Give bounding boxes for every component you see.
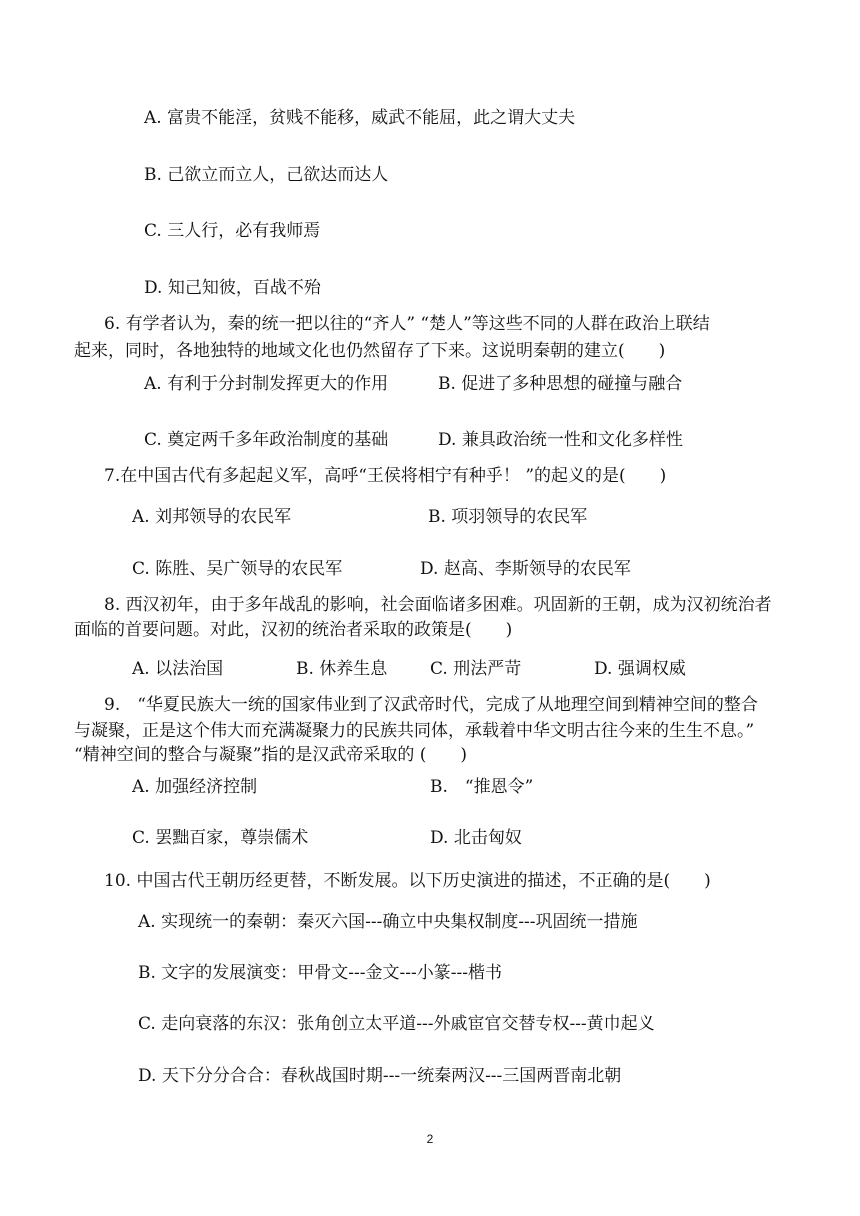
q10-option-d: D. 天下分分合合：春秋战国时期---一统秦两汉---三国两晋南北朝 (138, 1066, 622, 1086)
q10-option-c: C. 走向衰落的东汉：张角创立太平道---外戚宦官交替专权---黄巾起义 (138, 1014, 655, 1034)
q6-option-d: D. 兼具政治统一性和文化多样性 (438, 430, 683, 450)
q9-option-c: C. 罢黜百家，尊崇儒术 (132, 828, 309, 848)
q6-option-b: B. 促进了多种思想的碰撞与融合 (438, 374, 683, 394)
q5-option-a: A. 富贵不能淫，贫贱不能移，威武不能屈，此之谓大丈夫 (144, 108, 576, 128)
q5-option-c: C. 三人行，必有我师焉 (144, 221, 321, 241)
q9-option-d: D. 北击匈奴 (430, 828, 522, 848)
q8-stem-line1: 8. 西汉初年，由于多年战乱的影响，社会面临诸多困难。巩固新的王朝，成为汉初统治者 (104, 595, 772, 615)
q7-option-d: D. 赵高、李斯领导的农民军 (420, 559, 631, 579)
q6-option-a: A. 有利于分封制发挥更大的作用 (144, 374, 389, 394)
q8-option-d: D. 强调权威 (594, 659, 686, 679)
q8-option-a: A. 以法治国 (132, 659, 224, 679)
q9-stem-line3: “精神空间的整合与凝聚”指的是汉武帝采取的 ( ) (74, 745, 468, 765)
q9-option-a: A. 加强经济控制 (132, 777, 258, 797)
q10-option-b: B. 文字的发展演变：甲骨文---金文---小篆---楷书 (138, 963, 502, 983)
q8-option-c: C. 刑法严苛 (430, 659, 522, 679)
q9-option-b: B. “推恩令” (430, 777, 534, 797)
q5-option-d: D. 知己知彼，百战不殆 (144, 278, 321, 298)
q9-stem-line1: 9. “华夏民族大一统的国家伟业到了汉武帝时代，完成了从地理空间到精神空间的整合 (104, 695, 758, 715)
q7-option-b: B. 项羽领导的农民军 (428, 507, 588, 527)
q6-option-c: C. 奠定两千多年政治制度的基础 (144, 430, 389, 450)
q5-option-b: B. 己欲立而立人，己欲达而达人 (144, 165, 389, 185)
q7-option-a: A. 刘邦领导的农民军 (132, 507, 292, 527)
q6-stem-line1: 6. 有学者认为，秦的统一把以往的“齐人” “楚人”等这些不同的人群在政治上联结 (104, 314, 710, 334)
q10-stem: 10. 中国古代王朝历经更替，不断发展。以下历史演进的描述，不正确的是( ) (104, 871, 711, 891)
q7-stem: 7.在中国古代有多起起义军，高呼“王侯将相宁有种乎！ ”的起义的是( ) (104, 466, 667, 486)
q6-stem-line2: 起来，同时，各地独特的地域文化也仍然留存了下来。这说明秦朝的建立( ) (74, 341, 666, 361)
page-number: 2 (426, 1132, 434, 1146)
q7-option-c: C. 陈胜、吴广领导的农民军 (132, 559, 343, 579)
q9-stem-line2: 与凝聚，正是这个伟大而充满凝聚力的民族共同体，承载着中华文明古往今来的生生不息。” (74, 721, 755, 741)
q8-option-b: B. 休养生息 (296, 659, 388, 679)
q10-option-a: A. 实现统一的秦朝：秦灭六国---确立中央集权制度---巩固统一措施 (138, 912, 638, 932)
q8-stem-line2: 面临的首要问题。对此，汉初的统治者采取的政策是( ) (74, 620, 513, 640)
